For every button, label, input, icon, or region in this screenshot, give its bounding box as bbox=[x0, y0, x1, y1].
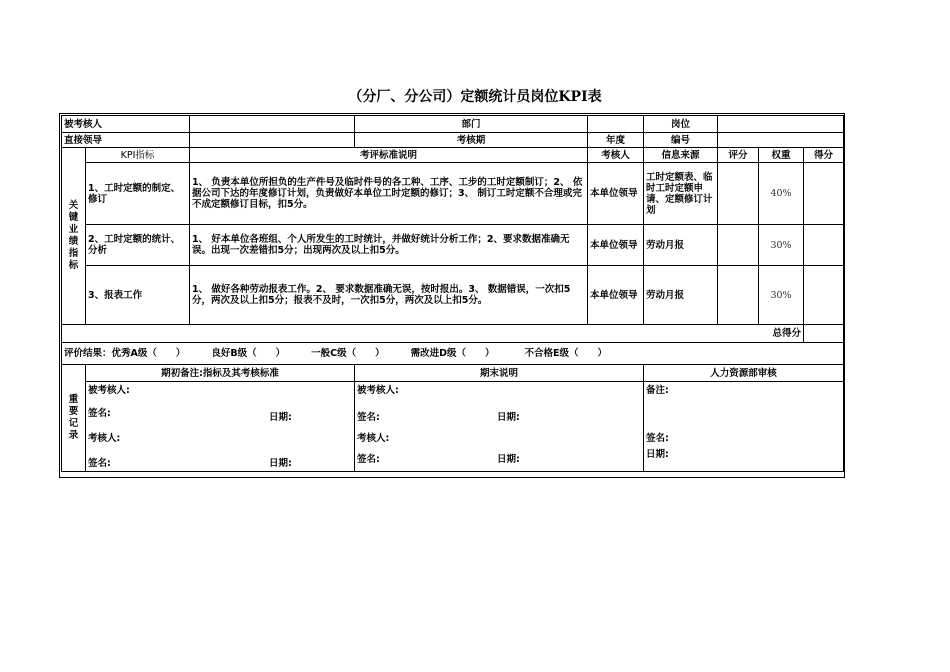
kpi-weight: 30% bbox=[759, 225, 804, 266]
kpi-result[interactable] bbox=[804, 163, 844, 225]
kpi-assessor: 本单位领导 bbox=[588, 163, 644, 225]
dept-label: 部门 bbox=[355, 116, 588, 133]
grade-a[interactable]: 优秀A级（ ） bbox=[111, 348, 186, 359]
record-sign-label: 签名: bbox=[357, 412, 380, 423]
kpi-weight: 30% bbox=[759, 266, 804, 325]
kpi-assessor: 本单位领导 bbox=[588, 225, 644, 266]
records-col2-title: 期末说明 bbox=[355, 365, 644, 382]
table-row bbox=[62, 266, 844, 325]
number-value[interactable] bbox=[718, 133, 844, 148]
records-section-label: 重 要 记 录 bbox=[62, 365, 86, 472]
record-assessee-label: 被考核人: bbox=[357, 385, 399, 396]
evaluation-label: 评价结果： bbox=[64, 348, 112, 359]
kpi-source: 劳动月报 bbox=[644, 225, 718, 266]
record-date-label: 日期: bbox=[497, 454, 520, 465]
records-col3-title: 人力资源部审核 bbox=[644, 365, 844, 382]
record-assessee-label: 被考核人: bbox=[88, 385, 130, 396]
total-score-label: 总得分 bbox=[62, 325, 804, 343]
kpi-criteria: 1、 好本单位各班组、个人所发生的工时统计，并做好统计分析工作；2、要求数据准确无误。出现一次差错扣5分；出现两次及以上扣5分。 bbox=[190, 225, 588, 266]
record-sign-label: 签名: bbox=[88, 458, 111, 469]
kpi-section-label: 关 键 业 绩 指 标 bbox=[62, 148, 86, 325]
year-label: 年度 bbox=[588, 133, 644, 148]
kpi-weight: 40% bbox=[759, 163, 804, 225]
record-date-label: 日期: bbox=[269, 412, 292, 423]
period-label: 考核期 bbox=[355, 133, 588, 148]
records-col2[interactable] bbox=[355, 382, 644, 472]
grade-d[interactable]: 需改进D级（ ） bbox=[410, 348, 495, 359]
grade-c[interactable]: 一般C级（ ） bbox=[311, 348, 385, 359]
kpi-indicator: 1、工时定额的制定、修订 bbox=[86, 163, 190, 225]
records-col3[interactable] bbox=[644, 382, 844, 472]
kpi-result[interactable] bbox=[804, 225, 844, 266]
kpi-indicator: 2、工时定额的统计、分析 bbox=[86, 225, 190, 266]
leader-label: 直接领导 bbox=[62, 133, 190, 148]
kpi-result[interactable] bbox=[804, 266, 844, 325]
record-date-label: 日期: bbox=[269, 458, 292, 469]
kpi-indicator: 3、报表工作 bbox=[86, 266, 190, 325]
position-label: 岗位 bbox=[644, 116, 718, 133]
col-criteria: 考评标准说明 bbox=[190, 148, 588, 163]
col-result: 得分 bbox=[804, 148, 844, 163]
col-kpi: KPI指标 bbox=[86, 148, 190, 163]
col-source: 信息来源 bbox=[644, 148, 718, 163]
col-weight: 权重 bbox=[759, 148, 804, 163]
kpi-score[interactable] bbox=[718, 163, 759, 225]
kpi-criteria: 1、 做好各种劳动报表工作。2、 要求数据准确无误，按时报出。3、 数据错误，一次扣5分，两次及以上扣5分；报表不及时，一次扣5分，两次及以上扣5分。 bbox=[190, 266, 588, 325]
grade-e[interactable]: 不合格E级（ ） bbox=[524, 348, 607, 359]
kpi-table bbox=[61, 115, 844, 472]
record-date-label: 日期: bbox=[646, 449, 669, 460]
kpi-score[interactable] bbox=[718, 225, 759, 266]
record-sign-label: 签名: bbox=[88, 408, 111, 419]
kpi-score[interactable] bbox=[718, 266, 759, 325]
kpi-source: 工时定额表、临时工时定额申请、定额修订计划 bbox=[644, 163, 718, 225]
position-value[interactable] bbox=[718, 116, 844, 133]
table-row bbox=[62, 163, 844, 225]
number-label: 编号 bbox=[644, 133, 718, 148]
col-assessor: 考核人 bbox=[588, 148, 644, 163]
record-note-label: 备注: bbox=[646, 385, 669, 396]
record-date-label: 日期: bbox=[497, 412, 520, 423]
table-row bbox=[62, 225, 844, 266]
kpi-source: 劳动月报 bbox=[644, 266, 718, 325]
assessee-label: 被考核人 bbox=[62, 116, 190, 133]
evaluation-row bbox=[62, 343, 844, 365]
kpi-assessor: 本单位领导 bbox=[588, 266, 644, 325]
dept-value[interactable] bbox=[588, 116, 644, 133]
page-title: （分厂、分公司）定额统计员岗位KPI表 bbox=[348, 89, 602, 105]
kpi-criteria: 1、 负责本单位所担负的生产件号及临时件号的各工种、工序、工步的工时定额制订；2、 依据公司下达的年度修订计划，负责做好本单位工时定额的修订；3、 制订工时定额不合理或完不成定额修订目标，扣5分。 bbox=[190, 163, 588, 225]
grade-b[interactable]: 良好B级（ ） bbox=[211, 348, 286, 359]
record-sign-label: 签名: bbox=[646, 433, 669, 444]
records-col1-title: 期初备注:指标及其考核标准 bbox=[86, 365, 355, 382]
record-assessor-label: 考核人: bbox=[357, 433, 390, 444]
col-score: 评分 bbox=[718, 148, 759, 163]
assessee-value[interactable] bbox=[190, 116, 355, 133]
record-assessor-label: 考核人: bbox=[88, 433, 121, 444]
total-score-value[interactable] bbox=[804, 325, 844, 343]
records-col1[interactable] bbox=[86, 382, 355, 472]
record-sign-label: 签名: bbox=[357, 454, 380, 465]
leader-value[interactable] bbox=[190, 133, 355, 148]
